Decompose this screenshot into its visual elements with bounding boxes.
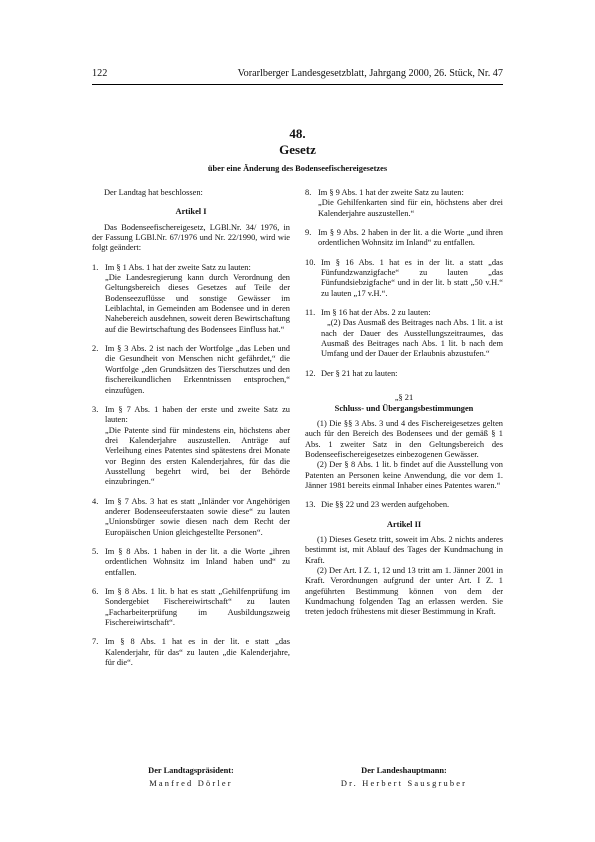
signatory-office: Der Landeshauptmann: [361,766,447,775]
section-21-para-2: (2) Der § 8 Abs. 1 lit. b findet auf die Ausstellung von Patenten an Personen keine Anwendung, die vor dem 1. Jänner 1981 bereits einmal Inhaber eines Patentes waren.“ [305,460,503,490]
enactment-clause: Der Landtag hat beschlossen: [104,188,203,197]
item-number: 9. [305,228,312,238]
item-number: 5. [92,546,99,556]
law-number: 48. [289,126,306,141]
signature-block-left [92,766,290,790]
signatory-office: Der Landtagspräsident: [148,766,234,775]
item-heading: Der § 21 hat zu lauten: [321,368,398,378]
item-number: 4. [92,496,99,506]
right-column [305,188,503,618]
item-number: 11. [305,308,316,318]
item-heading: Im § 16 hat der Abs. 2 zu lauten: [321,308,431,318]
amendment-item-12 [305,369,503,379]
header-rule [92,84,503,85]
section-21-para-1: (1) Die §§ 3 Abs. 3 und 4 des Fischereigesetzes gelten auch für den Bereich des Bodensees und der gemäß § 1 Abs. 1 zweiter Satz in den Geltungsbereich des Bodenseefischereigesetzes einbezogenen Gewässer. [305,418,503,459]
item-text: Im § 8 Abs. 1 hat es in der lit. e statt „das Kalenderjahr, für das“ zu lauten „die Kalenderjahre, für die“. [105,637,290,668]
amendment-item-1 [92,263,290,273]
item-text: Im § 3 Abs. 2 ist nach der Wortfolge „das Leben und die Gesundheit von Menschen nicht gefährdet,“ die Wortfolge „den Grundsätzen des Tierschutzes und den fischereikundlichen Erkenntnissen entsprochen,“ einzufügen. [105,344,290,395]
article-1-intro: Das Bodenseefischereigesetz, LGBl.Nr. 34/ 1976, in der Fassung LGBl.Nr. 67/1976 und Nr. 22/1990, wird wie folgt geändert: [92,222,290,253]
item-text: Im § 8 Abs. 1 haben in der lit. a die Worte „ihren ordentlichen Wohnsitz im Inland haben und“ zu entfallen. [105,546,290,577]
item-quote: „(2) Das Ausmaß des Beitrages nach Abs. 1 lit. a ist nach der Dauer des Ausstellungszeitraumes, das Ausmaß des Beitrages nach Abs. 1 lit. b nach dem Umfang und der Dauer der Erlaubnis abzustufen.“ [321,318,503,359]
item-text: Die §§ 22 und 23 werden aufgehoben. [321,500,450,510]
item-number: 1. [92,262,99,272]
item-number: 8. [305,188,312,197]
item-text: Im § 7 Abs. 3 hat es statt „Inländer vor Angehörigen anderer Bodenseeuferstaaten sowie diese“ zu lauten „Unionsbürger sowie diesen nach dem Recht der Europäischen Union gleichgestellte Personen“. [105,496,290,537]
amendment-item-8 [305,188,503,198]
item-quote: „Die Gehilfenkarten sind für ein, höchstens aber drei Kalenderjahre auszustellen.“ [318,198,503,218]
item-heading: Im § 1 Abs. 1 hat der zweite Satz zu lauten: [105,262,251,272]
amendment-item-4 [92,497,290,538]
item-number: 13. [305,500,316,510]
amendment-item-7 [92,637,290,668]
amendment-item-2 [92,344,290,396]
item-number: 7. [92,637,99,647]
section-21-title: Schluss- und Übergangsbestimmungen [334,403,474,413]
amendment-item-11 [305,308,503,318]
page-number: 122 [92,68,108,79]
amendment-item-5 [92,547,290,578]
left-column [92,188,290,668]
item-quote: „Die Patente sind für mindestens ein, höchstens aber drei Kalenderjahre auszustellen. Anträge auf Verleihung eines Patentes sind spätestens drei Monate vor Beginn des ersten Kalenderjahres, für das die Ausstellung begehrt wird, bei der Behörde einzubringen.“ [105,425,290,487]
law-subject: über eine Änderung des Bodenseefischereigesetzes [207,164,388,173]
item-heading: Im § 7 Abs. 1 haben der erste und zweite Satz zu lauten: [105,404,290,425]
signature-block-right [305,766,503,790]
item-number: 10. [305,257,316,267]
item-quote: „Die Landesregierung kann durch Verordnung den Geltungsbereich dieses Gesetzes auf Teile der Bodenseezuflüsse und sonstige Gewässer im Leiblachtal, in Gemeinden am Bodensee und in deren Nahebereich ausdehnen, soweit deren Bewirtschaftung auf die Bewirtschaftung des Bodensees Einfluss hat.“ [105,273,290,334]
amendment-item-10 [305,258,503,299]
page-header [92,68,503,82]
item-number: 3. [92,404,99,414]
item-number: 2. [92,344,99,354]
section-21-number: „§ 21 [394,393,414,403]
amendment-item-6 [92,587,290,628]
item-number: 6. [92,587,99,596]
article-1-heading: Artikel I [175,207,207,217]
signatory-name: Manfred Dörler [149,779,233,789]
item-text: Im § 16 Abs. 1 hat es in der lit. a statt „das Fünfundzwanzigfache“ zu lauten „das Fünfundsiebzigfache“ und in der lit. b statt „50 v.H.“ zu lauten „17 v.H.“. [321,257,503,298]
signatory-name: Dr. Herbert Sausgruber [340,779,468,789]
item-number: 12. [305,368,316,378]
article-2-para-1: (1) Dieses Gesetz tritt, soweit im Abs. 2 nichts anderes bestimmt ist, mit Ablauf des Tages der Kundmachung in Kraft. [305,534,503,565]
gazette-title: Vorarlberger Landesgesetzblatt, Jahrgang 2000, 26. Stück, Nr. 47 [237,68,503,79]
law-kind: Gesetz [279,142,316,157]
item-heading: Im § 9 Abs. 1 hat der zweite Satz zu lauten: [318,188,464,197]
item-text: Im § 9 Abs. 2 haben in der lit. a die Worte „und ihren ordentlichen Wohnsitz im Inland“ zu entfallen. [318,228,503,248]
article-2-heading: Artikel II [386,519,422,529]
article-2-para-2: (2) Der Art. I Z. 1, 12 und 13 tritt am 1. Jänner 2001 in Kraft. Verordnungen aufgrund der unter Art. I Z. 1 angeführten Bestimmung können von dem der Kundmachung folgenden Tag an erlassen werden. Sie treten jedoch frühestens mit dieser Bestimmung in Kraft. [305,565,503,617]
amendment-item-9 [305,228,503,249]
amendment-item-3 [92,405,290,426]
item-text: Im § 8 Abs. 1 lit. b hat es statt „Gehilfenprüfung im Sondergebiet Fischereiwirtschaft“ zu lauten „Facharbeiterprüfung im Ausbildungszweig Fischereiwirtschaft“. [105,587,290,628]
amendment-item-13 [305,500,503,510]
